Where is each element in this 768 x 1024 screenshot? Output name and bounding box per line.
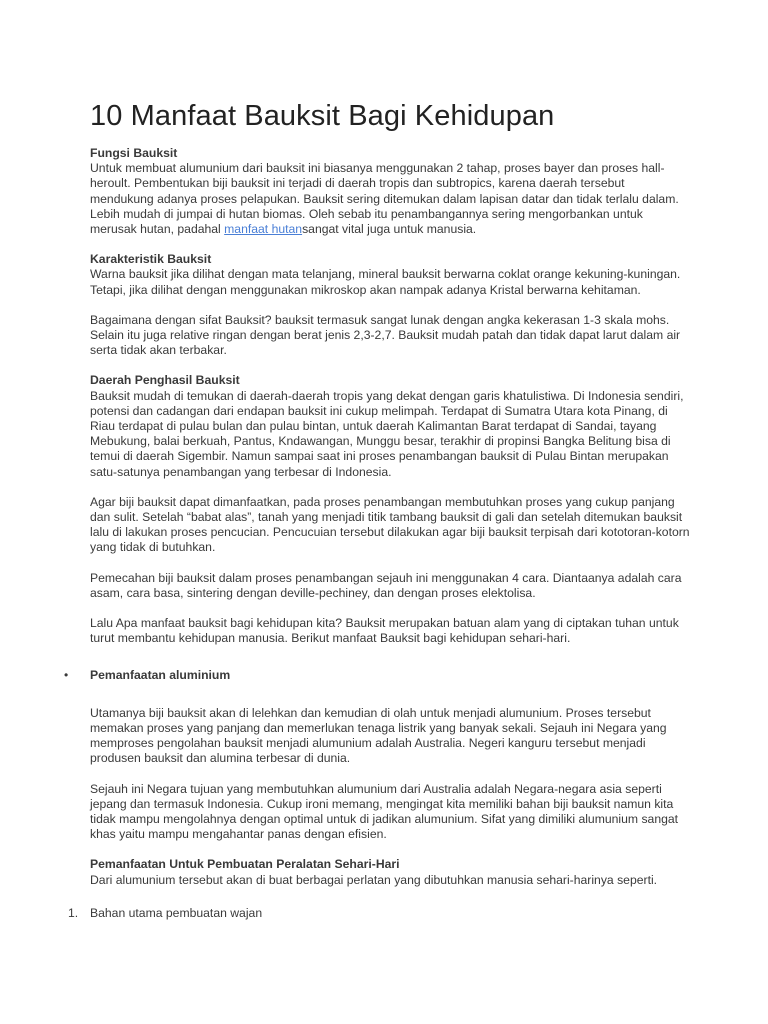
section-peralatan [90,857,690,887]
bullet-marker: • [64,668,69,683]
paragraph: Bagaimana dengan sifat Bauksit? bauksit termasuk sangat lunak dengan angka kekerasan 1-3 skala mohs. Selain itu juga relative ringan dengan berat jenis 2,3-2,7. Bauksit mudah patah dan tidak dapat larut dalam air serta tidak akan terbakar. [90,312,681,358]
paragraph-text: Warna bauksit jika dilihat dengan mata telanjang, mineral bauksit berwarna coklat orange kekuning-kuningan. Tetapi, jika dilihat dengan menggunakan mikroskop akan nampak adanya Kristal berwarna kehitaman. [90,267,681,297]
bullet-item [64,668,690,683]
section-heading: Daerah Penghasil Bauksit [90,373,240,388]
paragraph: Pemecahan biji bauksit dalam proses penambangan sejauh ini menggunakan 4 cara. Diantaanya adalah cara asam, cara basa, sintering dengan deville-pechiney, dan dengan proses elektolisa. [90,570,682,600]
list-number: 1. [68,905,79,920]
manfaat-hutan-link[interactable]: manfaat hutan [224,222,303,237]
paragraph-text: Untuk membuat alumunium dari bauksit ini biasanya menggunakan 2 tahap, proses bayer dan proses hall-heroult. Pembentukan biji bauksit ini terjadi di daerah tropis dan subtropics, karena daerah tersebut mendukung adanya proses pelapukan. Bauksit sering ditemukan dalam lapisan datar dan tidak terlalu dalam. Lebih mudah di jumpai di hutan biomas. Oleh sebab itu penambangannya sering mengorbankan untuk merusak hutan, padahal [90,161,679,237]
paragraph-text: Bauksit mudah di temukan di daerah-daerah tropis yang dekat dengan garis khatulistiwa. Di Indonesia sendiri, potensi dan cadangan dari endapan bauksit ini cukup melimpah. Terdapat di Sumatra Utara kota Pinang, di Riau terdapat di pulau bulan dan pulau bintan, untuk daerah Kalimantan Barat terdapat di Sandai, tayang Mebukung, balai berkuah, Pantus, Kndawangan, Munggu besar, terakhir di propinsi Bangka Belitung bisa di temui di daerah Sigembir. Namun sampai saat ini proses penambangan bauksit di Pulau Bintan merupakan satu-satunya penambangan yang terbesar di Indonesia. [90,388,684,479]
page-title: 10 Manfaat Bauksit Bagi Kehidupan [90,100,555,132]
section-heading: Pemanfaatan aluminium [90,668,231,683]
paragraph: Sejauh ini Negara tujuan yang membutuhkan alumunium dari Australia adalah Negara-negara asia seperti jepang dan termasuk Indonesia. Cukup ironi memang, mengingat kita memiliki bahan biji bauksit namun kita tidak mampu mengolahnya dengan optimal untuk di jadikan alumunium. Sifat yang dimiliki alumunium sangat khas yaitu mampu mengahantar panas dengan efisien. [90,781,679,842]
numbered-list-item [68,905,690,921]
section-heading: Fungsi Bauksit [90,146,178,160]
document-body [64,146,690,921]
section-daerah [90,373,690,479]
list-item-text: Bahan utama pembuatan wajan [90,905,263,920]
paragraph-text: Dari alumunium tersebut akan di buat berbagai perlatan yang dibutuhkan manusia sehari-harinya seperti. [90,872,658,887]
section-karakteristik [90,252,690,298]
section-heading: Pemanfaatan Untuk Pembuatan Peralatan Sehari-Hari [90,857,400,872]
paragraph-text: sangat vital juga untuk manusia. [302,222,477,237]
paragraph: Utamanya biji bauksit akan di lelehkan dan kemudian di olah untuk menjadi alumunium. Proses tersebut memakan proses yang panjang dan memerlukan tenaga listrik yang banyak sekali. Sejauh ini Negara yang memproses pengolahan bauksit menjadi alumunium adalah Australia. Negeri kanguru tersebut menjadi produsen bauksit dan alumina terbesar di dunia. [90,705,667,766]
paragraph: Agar biji bauksit dapat dimanfaatkan, pada proses penambangan membutuhkan proses yang cukup panjang dan sulit. Setelah “babat alas”, tanah yang menjadi titik tambang bauksit di gali dan setelah ditemukan bauksit lalu di lakukan proses pencucian. Pencucuian tersebut dilakukan agar biji bauksit terpisah dari kototoran-kotorn yang tidak di butuhkan. [90,494,690,555]
paragraph: Lalu Apa manfaat bauksit bagi kehidupan kita? Bauksit merupakan batuan alam yang di ciptakan tuhan untuk turut membantu kehidupan manusia. Berikut manfaat Bauksit bagi kehidupan sehari-hari. [90,616,679,646]
section-fungsi [90,146,690,237]
section-heading: Karakteristik Bauksit [90,252,212,267]
